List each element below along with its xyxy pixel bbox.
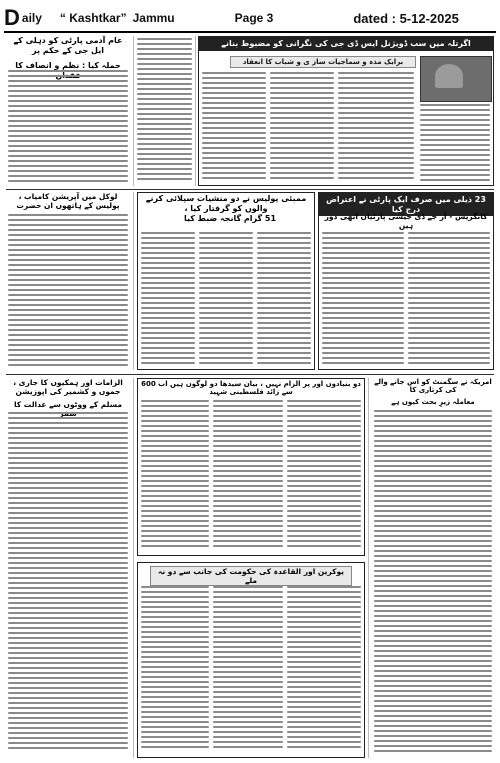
headline: لوکل میں آپریشن کامیاب ، پولیس کے ہاتھوں ان حضرت: [16, 192, 120, 210]
headline: ممبئی پولیس نے دو منشیات سپلائی کرنے والوں کو گرفتار کیا ،: [145, 194, 307, 213]
article-body: [8, 214, 128, 368]
headline: الزامات اور ہمکیوں کا جاری ، جموں و کشمیر کی اپوزیشن: [13, 378, 123, 396]
column-divider: [133, 192, 134, 370]
article-body: [141, 232, 195, 366]
subheadline: معاملہ زیرِ بحث کیوں ہے: [391, 397, 475, 406]
subheadline: حملہ کیا : نظم و انصاف کا: [15, 61, 121, 71]
masthead-rule: [4, 31, 496, 33]
article-body: [141, 586, 209, 754]
masthead-date: dated : 5-12-2025: [353, 10, 459, 26]
article-body: [213, 400, 283, 552]
article-body: [420, 104, 490, 182]
article-body: [8, 412, 128, 756]
section-rule: [6, 374, 494, 375]
subheadline: برایک مذہ و سماجیات ساز ی و شباب کا انعقاد: [230, 56, 416, 68]
article-body: [202, 72, 266, 182]
article-body: [213, 586, 283, 754]
article-body: [137, 38, 192, 186]
section-rule: [6, 189, 494, 190]
article-body: [287, 586, 361, 754]
masthead-page-number: Page 3: [234, 11, 274, 25]
headline: امریکہ نے سگمنٹ کو اس جانے والے کی کرتاری کا: [374, 378, 492, 395]
masthead-daily: aily: [21, 11, 42, 25]
masthead-city: Jammu: [132, 11, 175, 25]
column-divider: [195, 36, 196, 186]
article-body: [8, 70, 128, 184]
article-body: [199, 232, 253, 366]
column-divider: [368, 378, 369, 758]
column-divider: [133, 36, 134, 186]
headline: اگرتلہ میں سب ڈویژنل ایس ڈی جی کی نگرانی کو مضبوط بنانے: [199, 37, 493, 51]
article-photo: [420, 56, 492, 102]
masthead-paper-name: “ Kashtkar”: [59, 11, 127, 25]
headline: 23 ذیلی میں صرف ایک پارٹی نے اعتراض درج کیا: [319, 193, 493, 216]
headline: دو بنیادوں اور پر الزام نہیں ، بیان سیدھا دو لوگوں ہیں اب 600 سے زائد فلسطینی شہید: [141, 380, 361, 397]
subheadline: مسلم کے ووٹوں سے عدالت کا: [13, 400, 122, 409]
subheadline: کانگریس - آر جے ڈی جیسی پارٹیاں ابھی دور ہیں: [324, 212, 488, 230]
article-body: [287, 400, 361, 552]
column-divider: [133, 378, 134, 758]
masthead-initial: D: [4, 5, 20, 30]
article-body: [270, 72, 334, 182]
article-body: [257, 232, 311, 366]
masthead: [4, 6, 496, 30]
headline: عام آدمی پارٹی کو دہلی کے ایل جی کے حکم پر: [13, 36, 123, 55]
headline: یوکرین اور القاعدہ کی حکومت کی جانب سے دو نہ ملے: [150, 566, 352, 586]
article-body: [408, 232, 490, 366]
subheadline: 51 گرام گانجہ ضبط کیا: [183, 214, 277, 223]
article-body: [322, 232, 404, 366]
article-body: [141, 400, 209, 552]
article-body: [374, 410, 492, 756]
article-body: [338, 72, 414, 182]
